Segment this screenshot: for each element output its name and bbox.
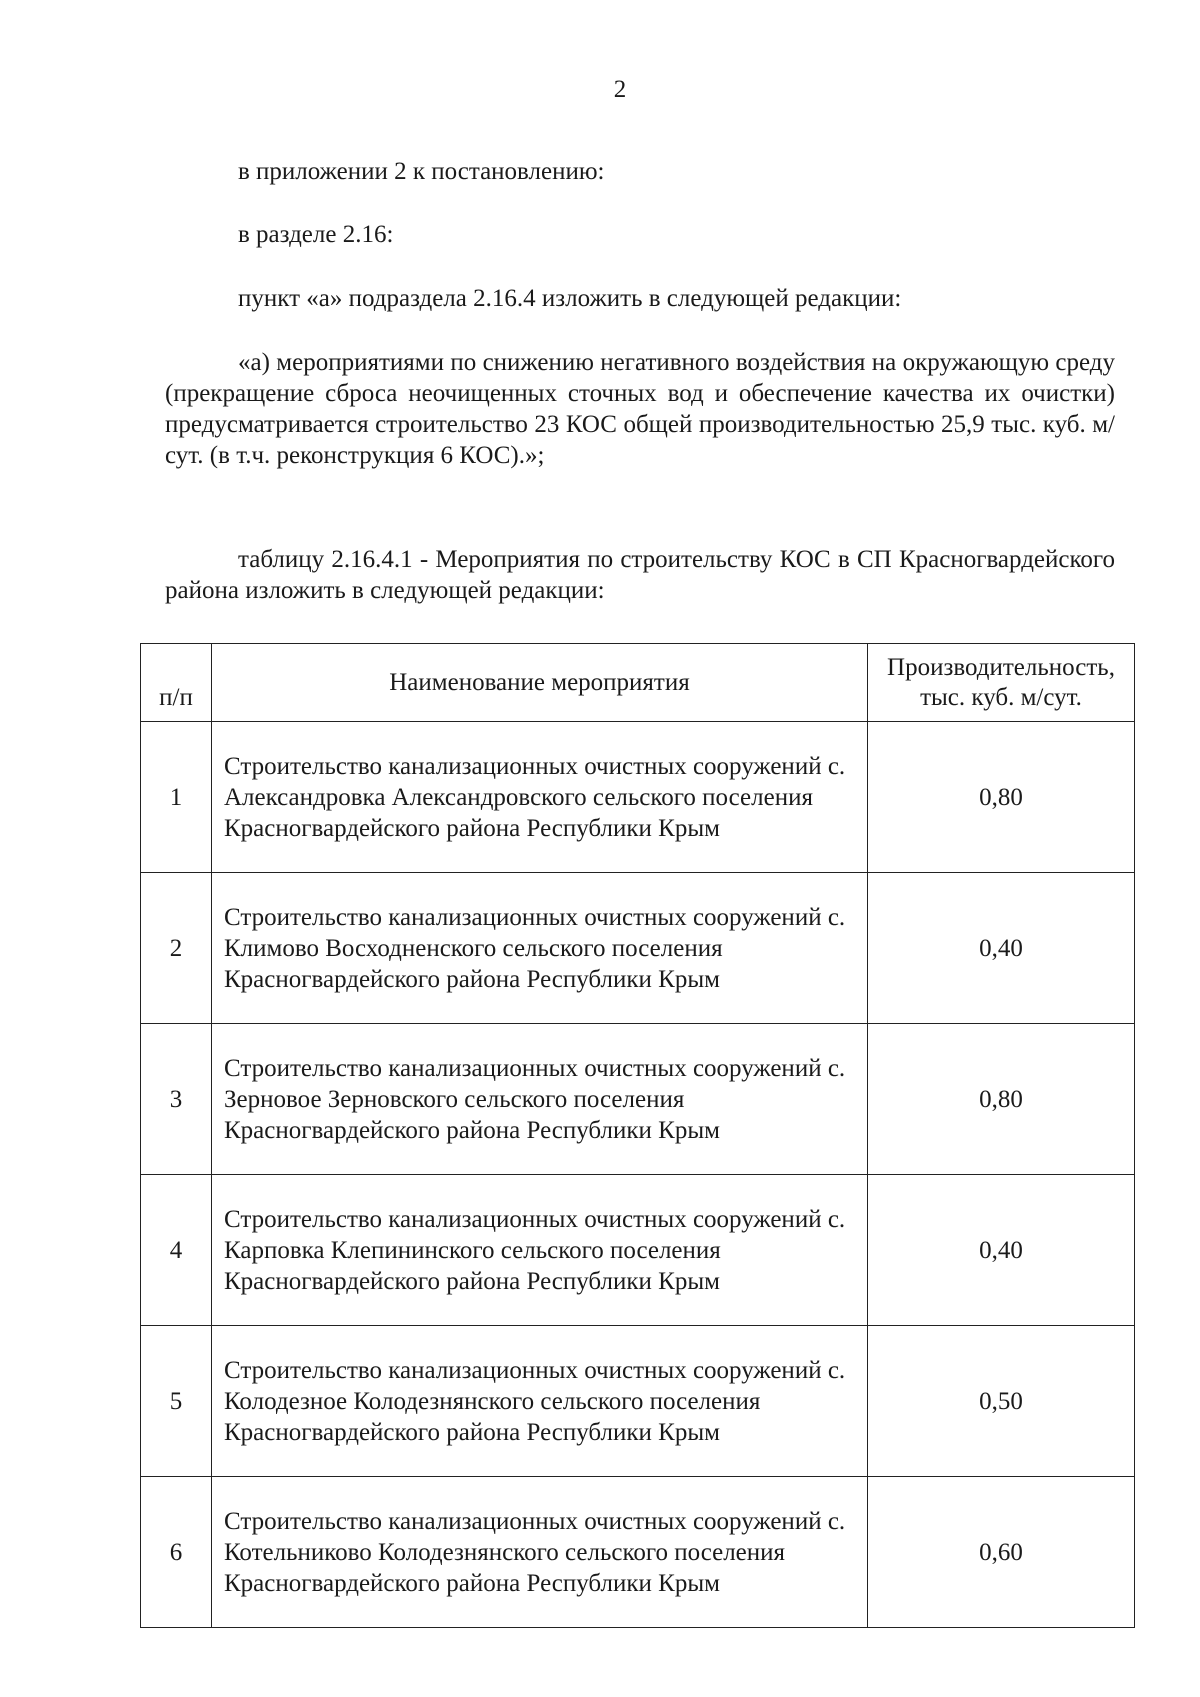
row-num: 6 bbox=[141, 1477, 212, 1628]
page-number: 2 bbox=[613, 76, 627, 103]
row-capacity: 0,40 bbox=[868, 873, 1135, 1024]
header-capacity-line1: Производительность, bbox=[887, 653, 1115, 681]
paragraph-measures-text: «а) мероприятиями по снижению негативного воздействия на окружающую среду (прекращение сброса неочищенных сточных вод и обеспечение качества их очистки) предусматривается строительство 23 КОС общей производительностью 25,9 тыс. куб. м/сут. (в т.ч. реконструкция 6 КОС).»; bbox=[165, 349, 1115, 469]
header-capacity-line2: тыс. куб. м/сут. bbox=[920, 683, 1082, 711]
header-num: п/п bbox=[141, 644, 212, 722]
row-name: Строительство канализационных очистных сооружений с. Колодезное Колодезнянского сельского поселения Красногвардейского района Республики Крым bbox=[212, 1326, 868, 1477]
row-num: 2 bbox=[141, 873, 212, 1024]
row-num: 5 bbox=[141, 1326, 212, 1477]
paragraph-subsection: пункт «а» подраздела 2.16.4 изложить в следующей редакции: bbox=[238, 285, 902, 312]
table-header-row bbox=[141, 644, 1135, 722]
row-capacity: 0,80 bbox=[868, 1024, 1135, 1175]
row-name: Строительство канализационных очистных сооружений с. Карповка Клепининского сельского поселения Красногвардейского района Республики Крым bbox=[212, 1175, 868, 1326]
table-row bbox=[141, 1477, 1135, 1628]
row-capacity: 0,60 bbox=[868, 1477, 1135, 1628]
paragraph-section: в разделе 2.16: bbox=[238, 221, 394, 248]
table-row bbox=[141, 722, 1135, 873]
row-capacity: 0,40 bbox=[868, 1175, 1135, 1326]
row-num: 4 bbox=[141, 1175, 212, 1326]
header-capacity bbox=[868, 644, 1135, 722]
row-capacity: 0,80 bbox=[868, 722, 1135, 873]
table-row bbox=[141, 873, 1135, 1024]
row-name: Строительство канализационных очистных сооружений с. Климово Восходненского сельского поселения Красногвардейского района Республики Крым bbox=[212, 873, 868, 1024]
table-row bbox=[141, 1326, 1135, 1477]
table-row bbox=[141, 1175, 1135, 1326]
row-name: Строительство канализационных очистных сооружений с. Зерновое Зерновского сельского поселения Красногвардейского района Республики Крым bbox=[212, 1024, 868, 1175]
paragraph-table-intro: таблицу 2.16.4.1 - Мероприятия по строительству КОС в СП Красногвардейского района изложить в следующей редакции: bbox=[165, 546, 1115, 604]
table-row bbox=[141, 1024, 1135, 1175]
measures-table bbox=[140, 643, 1135, 1628]
row-name: Строительство канализационных очистных сооружений с. Александровка Александровского сельского поселения Красногвардейского района Республики Крым bbox=[212, 722, 868, 873]
row-num: 1 bbox=[141, 722, 212, 873]
paragraph-appendix: в приложении 2 к постановлению: bbox=[238, 158, 605, 185]
row-name: Строительство канализационных очистных сооружений с. Котельниково Колодезнянского сельского поселения Красногвардейского района Республики Крым bbox=[212, 1477, 868, 1628]
row-capacity: 0,50 bbox=[868, 1326, 1135, 1477]
row-num: 3 bbox=[141, 1024, 212, 1175]
header-name: Наименование мероприятия bbox=[212, 644, 868, 722]
